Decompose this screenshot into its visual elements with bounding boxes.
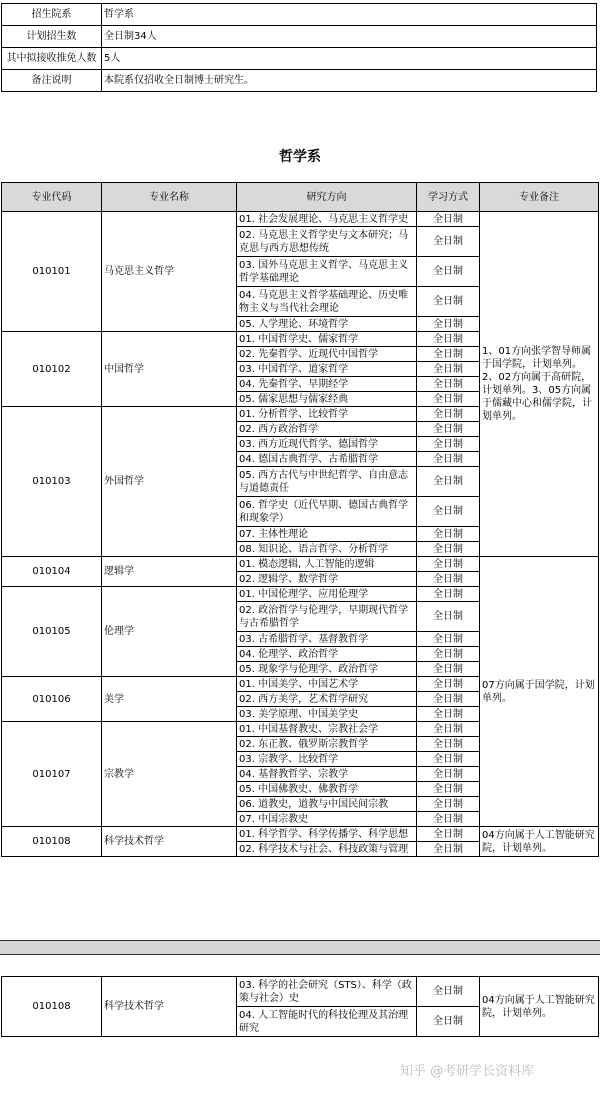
majors-table <box>1 182 599 857</box>
mode-cell: 全日制 <box>417 1007 480 1037</box>
major-code: 010108 <box>2 977 102 1037</box>
info-row <box>2 26 597 48</box>
mode-cell: 全日制 <box>417 362 480 377</box>
major-note: 1、01方向张学智导师属于国学院，计划单列。2、02方向属于高研院，计划单列。3、05方向属于儒藏中心和儒学院，计划单列。 <box>480 212 599 557</box>
mode-cell: 全日制 <box>417 572 480 587</box>
mode-cell: 全日制 <box>417 377 480 392</box>
direction-cell: 05. 西方古代与中世纪哲学、自由意志与道德责任 <box>237 467 417 497</box>
direction-cell: 05. 现象学与伦理学、政治哲学 <box>237 662 417 677</box>
direction-cell: 04. 人工智能时代的科技伦理及其治理研究 <box>237 1007 417 1037</box>
mode-cell: 全日制 <box>417 287 480 317</box>
mode-cell: 全日制 <box>417 257 480 287</box>
mode-cell: 全日制 <box>417 392 480 407</box>
info-value: 5人 <box>102 48 597 70</box>
major-name: 科学技术哲学 <box>102 827 237 857</box>
mode-cell: 全日制 <box>417 557 480 572</box>
direction-cell: 04. 德国古典哲学、古希腊哲学 <box>237 452 417 467</box>
mode-cell: 全日制 <box>417 212 480 227</box>
mode-cell: 全日制 <box>417 647 480 662</box>
mode-cell: 全日制 <box>417 422 480 437</box>
direction-cell: 01. 中国哲学史、儒家哲学 <box>237 332 417 347</box>
mode-cell: 全日制 <box>417 677 480 692</box>
mode-cell: 全日制 <box>417 812 480 827</box>
info-row <box>2 48 597 70</box>
major-name: 科学技术哲学 <box>102 977 237 1037</box>
mode-cell: 全日制 <box>417 752 480 767</box>
direction-cell: 04. 先秦哲学、早期经学 <box>237 377 417 392</box>
direction-cell: 05. 人学理论、环境哲学 <box>237 317 417 332</box>
info-value: 哲学系 <box>102 4 597 26</box>
info-key: 其中拟接收推免人数 <box>2 48 102 70</box>
info-key: 计划招生数 <box>2 26 102 48</box>
major-code: 010102 <box>2 332 102 407</box>
mode-cell: 全日制 <box>417 662 480 677</box>
mode-cell: 全日制 <box>417 332 480 347</box>
direction-cell: 04. 马克思主义哲学基础理论、历史唯物主义与当代社会理论 <box>237 287 417 317</box>
direction-cell: 03. 科学的社会研究（STS）、科学（政策与社会）史 <box>237 977 417 1007</box>
major-code: 010104 <box>2 557 102 587</box>
info-row <box>2 70 597 92</box>
direction-cell: 05. 中国佛教史、佛教哲学 <box>237 782 417 797</box>
mode-cell: 全日制 <box>417 632 480 647</box>
major-code: 010101 <box>2 212 102 332</box>
direction-cell: 02. 西方政治哲学 <box>237 422 417 437</box>
direction-cell: 03. 美学原理、中国美学史 <box>237 707 417 722</box>
direction-cell: 03. 中国哲学、道家哲学 <box>237 362 417 377</box>
info-row <box>2 4 597 26</box>
info-table <box>1 3 597 92</box>
header-name: 专业名称 <box>102 183 237 212</box>
direction-cell: 08. 知识论、语言哲学、分析哲学 <box>237 542 417 557</box>
header-direction: 研究方向 <box>237 183 417 212</box>
table-row <box>2 557 599 572</box>
direction-cell: 06. 哲学史（近代早期、德国古典哲学和现象学） <box>237 497 417 527</box>
table-header-row <box>2 183 599 212</box>
direction-cell: 03. 宗教学、比较哲学 <box>237 752 417 767</box>
direction-cell: 01. 模态逻辑, 人工智能的逻辑 <box>237 557 417 572</box>
direction-cell: 02. 科学技术与社会、科技政策与管理 <box>237 842 417 857</box>
mode-cell: 全日制 <box>417 317 480 332</box>
mode-cell: 全日制 <box>417 767 480 782</box>
direction-cell: 01. 社会发展理论、马克思主义哲学史 <box>237 212 417 227</box>
info-value: 本院系仅招收全日制博士研究生。 <box>102 70 597 92</box>
header-mode: 学习方式 <box>417 183 480 212</box>
major-name: 宗教学 <box>102 722 237 827</box>
direction-cell: 04. 伦理学、政治哲学 <box>237 647 417 662</box>
direction-cell: 02. 先秦哲学、近现代中国哲学 <box>237 347 417 362</box>
mode-cell: 全日制 <box>417 527 480 542</box>
major-code: 010105 <box>2 587 102 677</box>
direction-cell: 07. 主体性理论 <box>237 527 417 542</box>
direction-cell: 02. 西方美学，艺术哲学研究 <box>237 692 417 707</box>
major-name: 伦理学 <box>102 587 237 677</box>
mode-cell: 全日制 <box>417 347 480 362</box>
major-code: 010107 <box>2 722 102 827</box>
mode-cell: 全日制 <box>417 842 480 857</box>
major-name: 外国哲学 <box>102 407 237 557</box>
table-row <box>2 977 599 1007</box>
direction-cell: 01. 中国美学、中国艺术学 <box>237 677 417 692</box>
mode-cell: 全日制 <box>417 827 480 842</box>
major-note: 07方向属于国学院，计划单列。 <box>480 557 599 827</box>
direction-cell: 01. 中国基督教史、宗教社会学 <box>237 722 417 737</box>
mode-cell: 全日制 <box>417 587 480 602</box>
direction-cell: 03. 国外马克思主义哲学、马克思主义哲学基础理论 <box>237 257 417 287</box>
direction-cell: 07. 中国宗教史 <box>237 812 417 827</box>
mode-cell: 全日制 <box>417 707 480 722</box>
major-note: 04方向属于人工智能研究院，计划单列。 <box>480 977 599 1037</box>
header-note: 专业备注 <box>480 183 599 212</box>
continuation-table <box>1 976 599 1037</box>
direction-cell: 02. 东正教、俄罗斯宗教哲学 <box>237 737 417 752</box>
mode-cell: 全日制 <box>417 737 480 752</box>
mode-cell: 全日制 <box>417 797 480 812</box>
major-name: 美学 <box>102 677 237 722</box>
major-code: 010108 <box>2 827 102 857</box>
table-row <box>2 827 599 842</box>
page-title: 哲学系 <box>279 149 321 165</box>
major-name: 中国哲学 <box>102 332 237 407</box>
mode-cell: 全日制 <box>417 977 480 1007</box>
direction-cell: 04. 基督教哲学、宗教学 <box>237 767 417 782</box>
direction-cell: 02. 政治哲学与伦理学，早期现代哲学与古希腊哲学 <box>237 602 417 632</box>
mode-cell: 全日制 <box>417 692 480 707</box>
mode-cell: 全日制 <box>417 782 480 797</box>
direction-cell: 06. 道教史，道教与中国民间宗教 <box>237 797 417 812</box>
direction-cell: 01. 科学哲学、科学传播学、科学思想 <box>237 827 417 842</box>
mode-cell: 全日制 <box>417 722 480 737</box>
mode-cell: 全日制 <box>417 467 480 497</box>
direction-cell: 01. 中国伦理学、应用伦理学 <box>237 587 417 602</box>
info-value: 全日制34人 <box>102 26 597 48</box>
major-name: 逻辑学 <box>102 557 237 587</box>
mode-cell: 全日制 <box>417 602 480 632</box>
info-key: 招生院系 <box>2 4 102 26</box>
mode-cell: 全日制 <box>417 452 480 467</box>
mode-cell: 全日制 <box>417 227 480 257</box>
watermark: 知乎 @考研学长资料库 <box>400 1064 535 1079</box>
page-break-line <box>0 954 600 955</box>
major-code: 010103 <box>2 407 102 557</box>
header-code: 专业代码 <box>2 183 102 212</box>
table-row <box>2 212 599 227</box>
info-key: 备注说明 <box>2 70 102 92</box>
page-break <box>0 940 600 955</box>
direction-cell: 03. 古希腊哲学、基督教哲学 <box>237 632 417 647</box>
major-note: 04方向属于人工智能研究院，计划单列。 <box>480 827 599 857</box>
direction-cell: 01. 分析哲学、比较哲学 <box>237 407 417 422</box>
mode-cell: 全日制 <box>417 407 480 422</box>
major-code: 010106 <box>2 677 102 722</box>
mode-cell: 全日制 <box>417 497 480 527</box>
major-name: 马克思主义哲学 <box>102 212 237 332</box>
mode-cell: 全日制 <box>417 437 480 452</box>
mode-cell: 全日制 <box>417 542 480 557</box>
direction-cell: 03. 西方近现代哲学、德国哲学 <box>237 437 417 452</box>
direction-cell: 05. 儒家思想与儒家经典 <box>237 392 417 407</box>
direction-cell: 02. 马克思主义哲学史与文本研究；马克思与西方思想传统 <box>237 227 417 257</box>
direction-cell: 02. 逻辑学、数学哲学 <box>237 572 417 587</box>
